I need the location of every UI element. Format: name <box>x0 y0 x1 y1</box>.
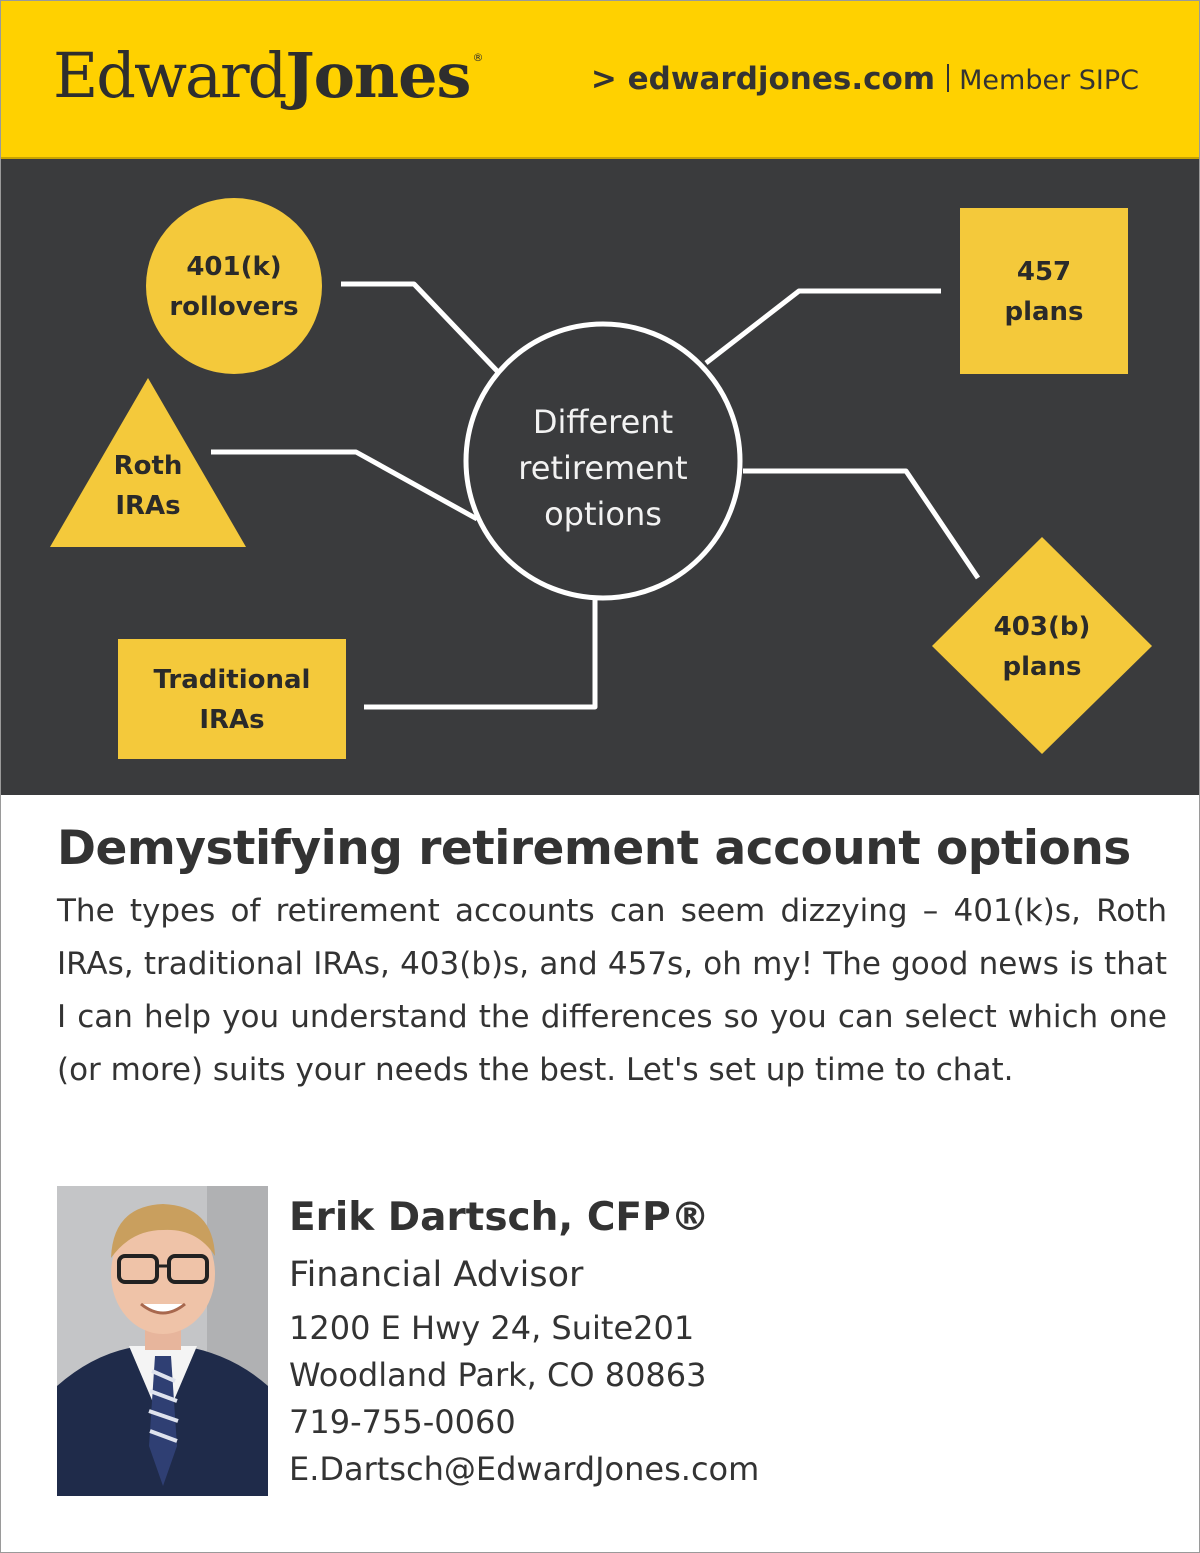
center-label-line1: Different <box>532 403 674 441</box>
advisor-name: Erik Dartsch, CFP® <box>289 1195 710 1240</box>
divider <box>947 64 949 92</box>
label-traditional <box>118 660 346 740</box>
label-457 <box>960 252 1128 332</box>
label-403b <box>952 607 1132 687</box>
label-401k <box>144 247 324 327</box>
label-traditional-line2: IRAs <box>199 705 265 735</box>
label-traditional-line1: Traditional <box>153 665 311 695</box>
logo-registered-mark: ® <box>472 51 484 64</box>
edward-jones-logo <box>53 39 484 112</box>
retirement-options-diagram <box>1 159 1199 795</box>
advisor-address-line2: Woodland Park, CO 80863 <box>289 1356 707 1394</box>
header-bar <box>1 1 1199 159</box>
center-label-line2: retirement <box>518 449 688 487</box>
line-traditional <box>364 598 595 707</box>
label-roth-line2: IRAs <box>115 491 181 521</box>
label-457-line1: 457 <box>1016 257 1072 287</box>
header-links <box>591 61 1139 97</box>
advisor-phone[interactable]: 719-755-0060 <box>289 1403 516 1441</box>
line-401k <box>341 284 499 373</box>
advisor-email[interactable]: E.Dartsch@EdwardJones.com <box>289 1450 760 1488</box>
line-403b <box>743 471 978 578</box>
center-label <box>473 399 733 537</box>
label-403b-line1: 403(b) <box>993 612 1091 642</box>
advisor-title: Financial Advisor <box>289 1255 584 1295</box>
body-paragraph: The types of retirement accounts can seem dizzying – 401(k)s, Roth IRAs, traditional IRAs, 403(b)s, and 457s, oh my! The good news is that I can help you understand the differences so you can select which one (or more) suits your needs the best. Let's set up time to chat. <box>57 893 1167 1088</box>
logo-jones: Jones <box>285 39 471 112</box>
line-roth <box>211 452 477 519</box>
member-sipc: Member SIPC <box>959 65 1139 96</box>
website-link[interactable]: > edwardjones.com <box>590 61 936 97</box>
line-457 <box>706 291 941 363</box>
label-401k-line2: rollovers <box>169 292 299 322</box>
logo-edward: Edward <box>53 39 286 112</box>
advisor-photo <box>57 1186 268 1496</box>
label-roth-line1: Roth <box>113 451 183 481</box>
advisor-portrait-illustration <box>57 1186 268 1496</box>
label-401k-line1: 401(k) <box>186 252 282 282</box>
label-roth <box>88 446 208 526</box>
center-label-line3: options <box>544 495 662 533</box>
headline: Demystifying retirement account options <box>57 821 1131 876</box>
advisor-info <box>289 1191 759 1493</box>
label-403b-line2: plans <box>1002 652 1082 682</box>
advisor-address-line1: 1200 E Hwy 24, Suite201 <box>289 1309 695 1347</box>
label-457-line2: plans <box>1004 297 1084 327</box>
